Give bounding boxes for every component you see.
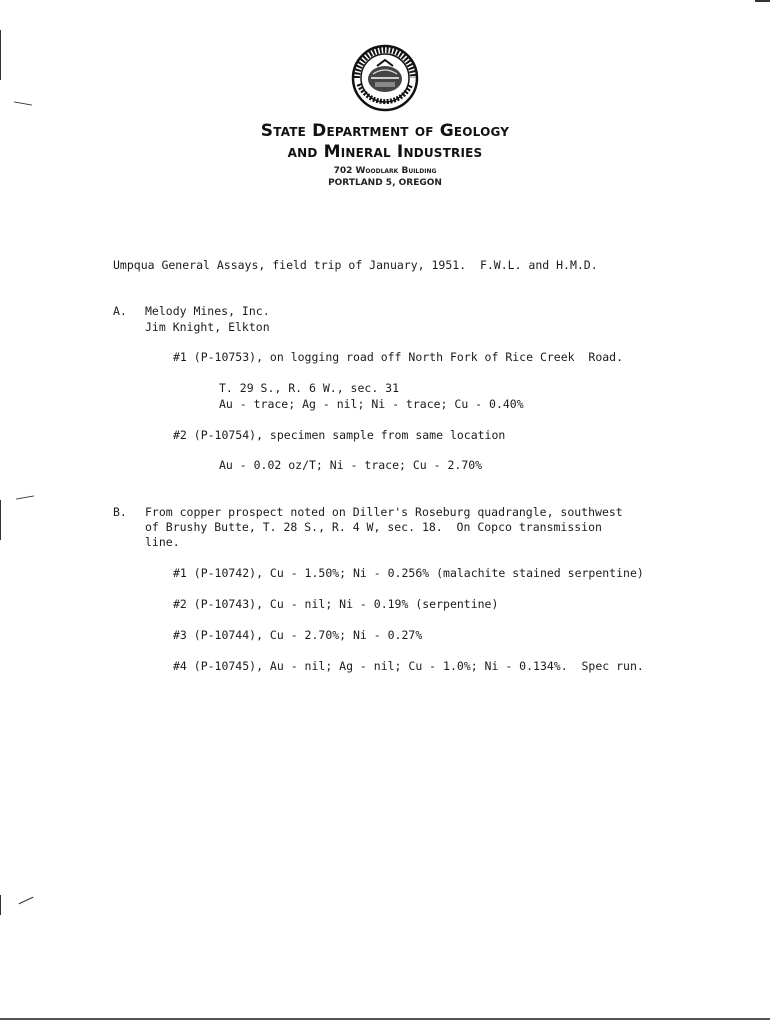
section-a-contact: Jim Knight, Elkton [145,320,270,334]
scan-tick-2 [16,495,34,499]
scan-tick-1 [14,101,32,105]
scan-corner-top-right [755,0,770,2]
section-b-label: B. [113,505,127,519]
department-name-line1: State Department of Geology [260,121,510,141]
section-b-desc-line3: line. [145,535,180,549]
section-b-desc-line2: of Brushy Butte, T. 28 S., R. 4 W, sec. 18. On Copco transmission [145,520,602,534]
sample-b4: #4 (P-10745), Au - nil; Ag - nil; Cu - 1.0%; Ni - 0.134%. Spec run. [173,659,644,673]
scan-edge-left-bottom [0,895,1,915]
sample-a2-header: #2 (P-10754), specimen sample from same location [173,428,506,442]
section-b-desc-line1: From copper prospect noted on Diller's Roseburg quadrangle, southwest [145,505,623,519]
section-a-company: Melody Mines, Inc. [145,304,270,318]
section-a-label: A. [113,304,127,318]
report-title: Umpqua General Assays, field trip of January, 1951. F.W.L. and H.M.D. [113,258,598,272]
sample-b1: #1 (P-10742), Cu - 1.50%; Ni - 0.256% (malachite stained serpentine) [173,566,644,580]
sample-a1-header: #1 (P-10753), on logging road off North Fork of Rice Creek Road. [173,350,624,364]
scan-bottom-edge [0,1018,770,1020]
address-city: PORTLAND 5, OREGON [328,178,442,188]
department-name-line2: and Mineral Industries [287,142,483,162]
scan-edge-left-mid [0,500,1,540]
sample-a1-assay: Au - trace; Ag - nil; Ni - trace; Cu - 0.40% [219,397,524,411]
sample-a1-location: T. 29 S., R. 6 W., sec. 31 [219,381,400,395]
scan-tick-3 [19,897,34,905]
sample-b2: #2 (P-10743), Cu - nil; Ni - 0.19% (serpentine) [173,597,499,611]
address-building: 702 Woodlark Building [333,166,437,176]
state-seal-icon [351,44,419,112]
sample-b3: #3 (P-10744), Cu - 2.70%; Ni - 0.27% [173,628,423,642]
sample-a2-assay: Au - 0.02 oz/T; Ni - trace; Cu - 2.70% [219,458,483,472]
scan-edge-left-top [0,30,1,80]
